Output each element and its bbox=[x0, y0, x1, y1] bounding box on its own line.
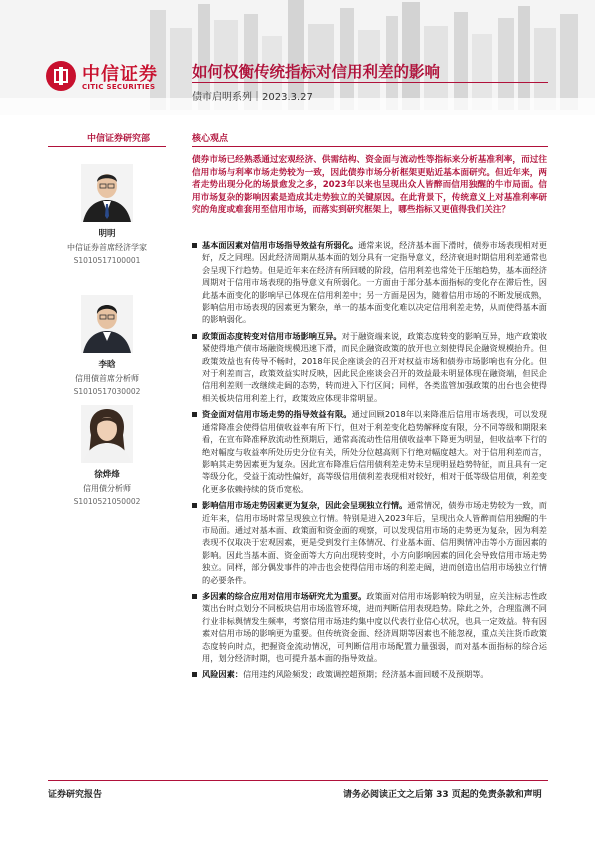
header-divider bbox=[192, 82, 548, 83]
core-bullet bbox=[192, 499, 547, 586]
report-title: 如何权衡传统指标对信用利差的影响 bbox=[192, 63, 441, 81]
bullet-lead: 多因素的综合应用对信用市场研究尤为重要。 bbox=[202, 590, 367, 601]
citic-logo-mark bbox=[46, 61, 76, 91]
analyst-role: 信用债首席分析师 bbox=[75, 374, 139, 383]
brand-name-en: CITIC SECURITIES bbox=[82, 83, 156, 91]
footer-disclaimer: 请务必阅读正文之后第 33 页起的免责条款和声明 bbox=[343, 790, 542, 800]
bullet-text: 政策面对信用市场影响较为明显，应关注标志性政策出台时点划分不同板块信用市场监管环境，进而判断信用表现趋势。除此之外，合理监测不同行业非标舆情发生频率，考察信用市场违约集中度以代表行业信心状况，也具一定效益。特有因素对信用市场的影响更为重要。但传统资金面、经济周期等因素也不能忽视，重点关注货币政策态度转向时点，把握资金流动情况，可判断信用市场配置力量强弱，而对基本面指标的综合运用，划分经济时期，也可提升基本面的指导效益。 bbox=[202, 590, 547, 663]
bullet-lead: 基本面因素对信用市场指导效益有所弱化。 bbox=[202, 240, 359, 250]
footer-divider bbox=[48, 780, 548, 781]
citic-emblem-icon bbox=[50, 65, 72, 87]
analyst-role: 中信证券首席经济学家 bbox=[67, 243, 147, 252]
footer-report-type: 证券研究报告 bbox=[48, 790, 103, 800]
analyst-card bbox=[48, 405, 166, 506]
core-bullet bbox=[192, 239, 547, 326]
bullet-text: 通常来说，经济基本面下滑时，债券市场表现相对更好，反之同理。因此经济周期从基本面的划分具有一定指导意义，经济衰退时期信用利差通常也会呈现下行趋势。但是近年来在经济有所回暖的阶段，信用利差也常处于压缩趋势，基本面经济周期对于信用市场表现的指导意义有所弱化。一方面由于部分基本面指标的变化存在滞后性，因此基本面变化的影响早已体现在信用利差中；另一方面是因为，随着信用市场的不断发展成熟，影响信用市场表现的因素更为繁杂，单一的基本面变化难以决定信用利差走势，从而使得基本面的影响弱化。 bbox=[202, 240, 547, 325]
analyst-role: 信用债分析师 bbox=[83, 484, 131, 493]
core-summary: 债券市场已经熟悉通过宏观经济、供需结构、资金面与流动性等指标来分析基准利率，而过往信用市场与利率市场走势较为一致，因此债券市场分析框架更贴近基本面研究。但近年来，两者走势出现分化的场景愈发之多，2023年以来也呈现出众人皆醉而信用独醒的牛市局面。信用市场复杂的影响因素是造成其走势独立的关键原因。在此背景下，传统意义上对基准利率研究的角度或难套用至信用市场，而落实到研究框架上，哪些指标又更值得我们关注？ bbox=[192, 155, 547, 216]
analyst-cert: S1010517100001 bbox=[73, 256, 141, 265]
avatar bbox=[81, 295, 133, 353]
analyst-cert: S1010517030002 bbox=[73, 387, 141, 396]
report-subtitle: 债市启明系列｜2023.3.27 bbox=[192, 92, 313, 103]
analyst-name: 徐烨烽 bbox=[94, 470, 120, 480]
sidebar-rule-top bbox=[48, 146, 166, 147]
bullet-text: 通过回顾2018年以来降准后信用市场表现，可以发现通常降准会使得信用债收益率有所下行，但对于利差变化趋势解释度有限，分不同等级和期限来看，在宣布降准释放流动性预期后，通常高流动性信用债收益率下降更为明显，但收益率下行的绝对幅度与收益率所处历史分位有关，所处分位越高则下行绝对幅度越大。对于信用利差而言，影响其走势因素更为复杂。因此宣布降准后信用债利差走势未呈现明显趋势特征，而且具有一定等级分化，受益于流动性偏好，高等级信用债利差表现相对较好，相对于低等级信用债，利差变化更多依赖持续的货币宽松。 bbox=[202, 409, 547, 494]
bullet-lead: 政策面态度转变对信用市场影响互异。 bbox=[202, 330, 342, 341]
analyst-card bbox=[48, 164, 166, 265]
core-heading: 核心观点 bbox=[192, 134, 229, 144]
brand-name-cn: 中信证券 bbox=[82, 64, 158, 85]
bullet-text: 信用违约风险频发；政策调控超预期；经济基本面回暖不及预期等。 bbox=[242, 669, 489, 680]
citic-logo bbox=[46, 60, 176, 96]
bullet-text: 通常情况，债券市场走势较为一致，而近年来，信用市场时常呈现独立行情。特别是进入2023年后，呈现出众人皆醉而信用独醒的牛市局面。通过对基本面、政策面和资金面的观察，可以发现信用市场的走势更为复杂，因为利差表现不仅取决于宏观因素，更是受到发行主体情况、行业基本面、信用舆情冲击等小方面因素的影响。因此当基本面、资金面等大方向出现转变时，小方向影响因素的回化会导致信用市场走势独立。同样，部分偶发事件的冲击也会使得信用市场的利差走阔，进而创造出信用市场独立行情的必要条件。 bbox=[202, 500, 547, 585]
sidebar-heading: 中信证券研究部 bbox=[87, 134, 151, 144]
analyst-name: 明明 bbox=[98, 229, 116, 239]
bullet-lead: 风险因素： bbox=[202, 669, 243, 680]
analyst-name: 李晗 bbox=[98, 360, 116, 370]
core-bullet bbox=[192, 330, 547, 404]
core-rule-top bbox=[192, 146, 548, 147]
analyst-card bbox=[48, 295, 166, 396]
core-bullet-list bbox=[192, 239, 547, 685]
analyst-cert: S1010521050002 bbox=[73, 497, 141, 506]
avatar bbox=[81, 405, 133, 463]
bullet-lead: 影响信用市场走势因素更为复杂，因此会呈现独立行情。 bbox=[202, 500, 408, 511]
avatar bbox=[81, 164, 133, 222]
core-bullet bbox=[192, 408, 547, 495]
bullet-text: 对于融资端来说，政策态度转变的影响互异，地产政策收紧使得地产债市场融资规模迅速下滑，而民企融资政策的放开也立刻使得民企融资规模抬升。但政策效益也有传导不畅时，2018年民企座谈会的召开对权益市场和债券市场影响也有分化。但对于利差而言，政策效益实时反映，因此民企座谈会召开的效益最未明显体现在融资端，但民企信用利差则一改继续走阔的态势，转而进入下行区间；同样，各类监管加强政策的出台也会使得相关板块信用利差上行，政策效应体现非常明显。 bbox=[202, 330, 547, 403]
core-bullet bbox=[192, 668, 547, 680]
core-bullet bbox=[192, 590, 547, 664]
bullet-lead: 资金面对信用市场走势的指导效益有限。 bbox=[202, 409, 352, 420]
page-header bbox=[0, 0, 595, 115]
